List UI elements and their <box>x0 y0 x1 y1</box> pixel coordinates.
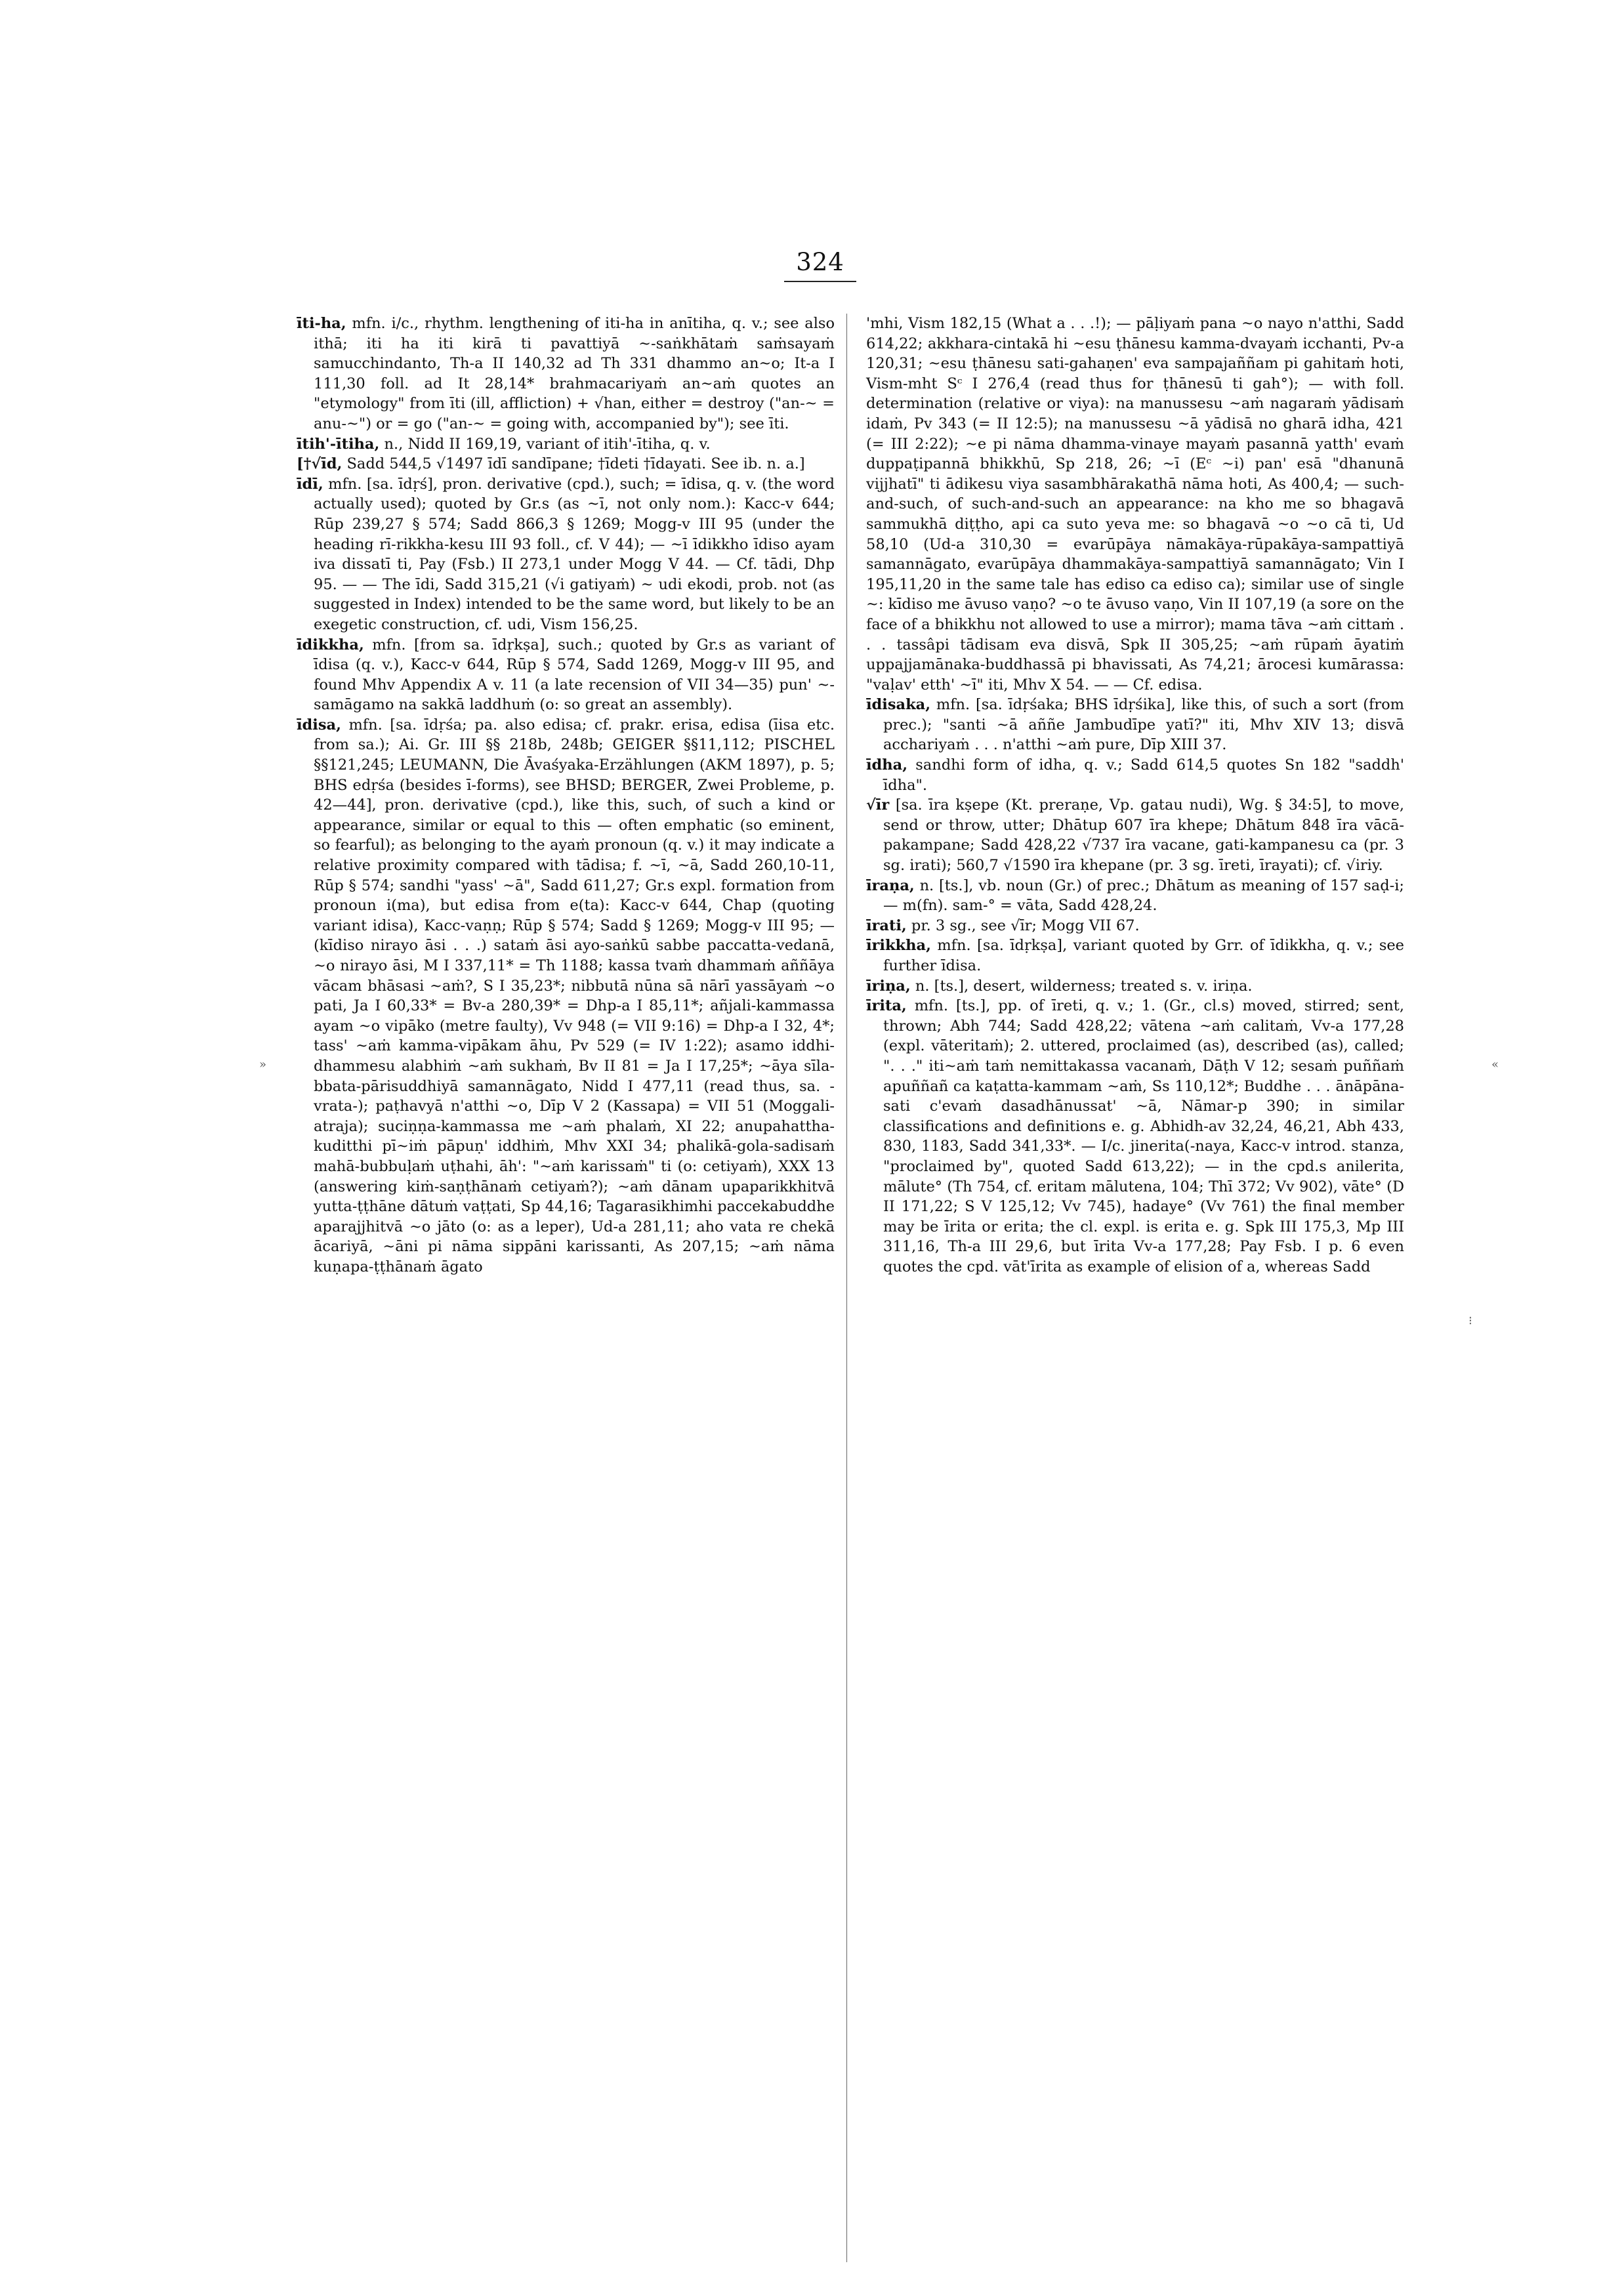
dictionary-entry <box>866 976 1404 997</box>
dictionary-entry <box>297 474 835 635</box>
page-number: 324 <box>796 248 844 276</box>
header-rule <box>784 281 856 282</box>
entry-text: n., Nidd II 169,19, variant of itih'-ītiha, q. v. <box>384 435 711 453</box>
entry-text: mfn. [sa. īdṛśaka; BHS īdṛśika], like this, of such a sort (from prec.); "santi ~ā aññe Jambudīpe yatī?" iti, Mhv XIV 13; disvā acchariyaṁ . . . n'atthi ~aṁ pure, Dīp XIII 37. <box>883 696 1405 754</box>
dictionary-entry <box>866 936 1404 976</box>
entry-headword: īdī, <box>297 475 323 493</box>
column-divider <box>846 314 847 2262</box>
entry-text: n. [ts.], vb. noun (Gr.) of prec.; Dhātum as meaning of 157 saḍ-i; — m(fn). sam-° = vāta, Sadd 428,24. <box>883 877 1404 915</box>
dictionary-entry <box>866 695 1404 755</box>
entry-text: mfn. [ts.], pp. of īreti, q. v.; 1. (Gr., cl.s) moved, stirred; sent, thrown; Abh 744; Sadd 428,22; vātena ~aṁ calitaṁ, Vv-a 177,28 (expl. vāteritaṁ); 2. uttered, proclaimed (as), described (as), called; ". . ." iti~aṁ taṁ nemittakassa vacanaṁ, Dāṭh V 12; sesaṁ puññaṁ apuññañ ca kaṭatta-kammam ~aṁ, Ss 110,12*; Buddhe . . . ānāpāna-sati c'evaṁ dasadhānussat' ~ā, Nāmar-p 390; in similar classifications and definitions e. g. Abhidh-av 32,24, 46,21, Abh 433, 830, 1183, Sadd 341,33*. — I/c. jinerita(-naya, Kacc-v introd. stanza, "proclaimed by", quoted Sadd 613,22); — in the cpd.s anilerita, mālute° (Th 754, cf. eritam mālutena, 104; Thī 372; Vv 902), vāte° (D II 171,22; S V 125,12; Vv 745), hadaye° (Vv 761) the final member may be īrita or erita; the cl. expl. is erita e. g. Spk III 175,3, Mp III 311,16, Th-a III 29,6, but īrita Vv-a 177,28; Pay Fsb. I p. 6 even quotes the cpd. vāt'īrita as example of elision of a, whereas Sadd <box>883 997 1404 1275</box>
entry-headword: īdisa, <box>297 716 341 734</box>
entry-headword: [†√īd, <box>297 455 343 473</box>
entry-text: n. [ts.], desert, wilderness; treated s. v. iriṇa. <box>915 977 1253 995</box>
entry-headword: √īr <box>866 796 890 814</box>
entry-text: mfn. [sa. īdṛśa; pa. also edisa; cf. prakr. erisa, edisa (īisa etc. from sa.); Ai. Gr. III §§ 218b, 248b; GEIGER §§11,112; PISCHEL §§121,245; LEUMANN, Die Āvaśyaka-Erzählungen (AKM 1897), p. 5; BHS edṛśa (besides ī-forms), see BHSD; BERGER, Zwei Probleme, p. 42—44], pron. derivative (cpd.), like this, such, of such a kind or appearance, similar or equal to this — often emphatic (so eminent, so fearful); as belonging to the ayaṁ pronoun (q. v.) it may indicate a relative proximity compared with tādisa; f. ~ī, ~ā, Sadd 260,10-11, Rūp § 574; sandhi "yass' ~ā", Sadd 611,27; Gr.s expl. formation from pronoun i(ma), but edisa from e(ta): Kacc-v 644, Chap (quoting variant idisa), Kacc-vaṇṇ; Rūp § 574; Sadd § 1269; Mogg-v III 95; — (kīdiso nirayo āsi . . .) sataṁ āsi ayo-saṅkū sabbe paccatta-vedanā, ~o nirayo āsi, M I 337,11* = Th 1188; kassa tvaṁ dhammaṁ aññāya vācam bhāsasi ~aṁ?, S I 35,23*; nibbutā nūna sā nārī yassāyaṁ ~o pati, Ja I 60,33* = Bv-a 280,39* = Dhp-a I 85,11*; añjali-kammassa ayam ~o vipāko (metre faulty), Vv 948 (= VII 9:16) = Dhp-a I 32, 4*; tass' ~aṁ kamma-vipākam āhu, Pv 529 (= IV 1:22); asamo iddhi-dhammesu alabhiṁ ~aṁ sukhaṁ, Bv II 81 = Ja I 17,25*; ~āya sīla-bbata-pārisuddhiyā samannāgato, Nidd I 477,11 (read thus, sa. -vrata-); paṭhavyā n'atthi ~o, Dīp V 2 (Kassapa) = VII 51 (Moggali-atraja); suciṇṇa-kammassa me ~aṁ phalaṁ, XI 22; anupahattha-kuditthi pī~iṁ pāpuṇ' iddhiṁ, Mhv XXI 34; phalikā-gola-sadisaṁ mahā-bubbuḷaṁ uṭhahi, āh': "~aṁ karissaṁ" ti (o: cetiyaṁ), XXX 13 (answering kiṁ-saṇṭhānaṁ cetiyaṁ?); ~aṁ dānam upaparikkhitvā yutta-ṭṭhāne dātuṁ vaṭṭati, Sp 44,16; Tagarasikhimhi paccekabuddhe aparajjhitvā ~o jāto (o: as a leper), Ud-a 281,11; aho vata re chekā ācariyā, ~āni pi nāma sippāni karissanti, As 207,15; ~aṁ nāma kuṇapa-ṭṭhānaṁ āgato <box>314 716 835 1275</box>
entry-text: mfn. [sa. īdṛkṣa], variant quoted by Grr. of īdikkha, q. v.; see further īdisa. <box>883 937 1404 974</box>
entry-text: mfn. [sa. īdṛś], pron. derivative (cpd.), such; = īdisa, q. v. (the word actually used); quoted by Gr.s (as ~ī, not only nom.): Kacc-v 644; Rūp 239,27 § 574; Sadd 866,3 § 1269; Mogg-v III 95 (under the heading rī-rikkha-kesu III 93 foll., cf. V 44); — ~ī īdikkho īdiso ayam iva dissatī ti, Pay (Fsb.) II 273,1 under Mogg V 44. — Cf. tādi, Dhp 95. — — The īdi, Sadd 315,21 (√i gatiyaṁ) ~ udi ekodi, prob. not (as suggested in Index) intended to be the same word, but likely to be an exegetic construction, cf. udi, Vism 156,25. <box>314 475 835 633</box>
entry-headword: īrikkha, <box>866 937 931 955</box>
entry-headword: īti-ha, <box>297 315 346 332</box>
entry-headword: īdikkha, <box>297 636 364 653</box>
entry-headword: ītih'-ītiha, <box>297 435 380 453</box>
left-column <box>297 314 835 1277</box>
entry-text: mfn. [from sa. īdṛkṣa], such.; quoted by Gr.s as variant of īdisa (q. v.), Kacc-v 644, Rūp § 574, Sadd 1269, Mogg-v III 95, and found Mhv Appendix A v. 11 (a late recension of VII 34—35) pun' ~-samāgamo na sakkā laddhuṁ (o: so great an assembly). <box>314 636 835 714</box>
entry-text: pr. 3 sg., see √īr; Mogg VII 67. <box>911 917 1140 934</box>
entry-headword: īdha, <box>866 756 908 774</box>
right-column <box>866 314 1404 1277</box>
entry-headword: īdisaka, <box>866 696 931 714</box>
dictionary-entry <box>297 314 835 434</box>
dictionary-entry <box>866 916 1404 936</box>
margin-mark: » <box>259 1058 267 1071</box>
dictionary-entry <box>297 454 835 474</box>
dictionary-entry <box>297 434 835 455</box>
dictionary-entry <box>866 755 1404 795</box>
entry-text: sandhi form of idha, q. v.; Sadd 614,5 quotes Sn 182 "saddh' īdha". <box>883 756 1404 794</box>
dictionary-entry <box>866 876 1404 916</box>
entry-headword: īrita, <box>866 997 907 1015</box>
entry-text: 'mhi, Vism 182,15 (What a . . .!); — pāḷiyaṁ pana ~o nayo n'atthi, Sadd 614,22; akkhara-cintakā hi ~esu ṭhānesu kamma-dvayaṁ icchanti, Pv-a 120,31; ~esu ṭhānesu sati-gahaṇen' eva sampajaññam pi gahitaṁ hoti, Vism-mht Sᶜ I 276,4 (read thus for ṭhānesū ti gah°); — with foll. determination (relative or viya): na manussesu ~aṁ nagaraṁ yādisaṁ idaṁ, Pv 343 (= II 12:5); na manussesu ~ā yādisā no gharā idha, 421 (= III 2:22); ~e pi nāma dhamma-vinaye mayaṁ pasannā yatth' evaṁ duppaṭipannā bhikkhū, Sp 218, 26; ~ī (Eᶜ ~i) pan' esā "dhanunā vijjhatī" ti ādikesu viya sasambhārakathā nāma hoti, As 400,4; — such-and-such, of such-and-such an appearance: na kho me so bhagavā sammukhā diṭṭho, api ca suto yeva me: so bhagavā ~o ~o cā ti, Ud 58,10 (Ud-a 310,30 = evarūpāya nāmakāya-rūpakāya-sampattiyā samannāgato, evarūpāya dhammakāya-sampattiyā samannāgato; Vin I 195,11,20 in the same tale has ediso ca ediso ca); similar use of single ~: kīdiso me āvuso vaṇo? ~o te āvuso vaṇo, Vin II 107,19 (a sore on the face of a bhikkhu not allowed to use a mirror); mama tāva ~aṁ cittaṁ . . . tassâpi tādisam eva disvā, Spk II 305,25; ~aṁ rūpaṁ āyatiṁ uppajjamānaka-buddhassā pi bhavissati, As 74,21; ārocesi kumārassa: "vaḷav' etth' ~ī" iti, Mhv X 54. — — Cf. edisa. <box>866 315 1404 693</box>
entry-headword: īrati, <box>866 917 907 934</box>
dictionary-entry <box>866 996 1404 1277</box>
dictionary-entry <box>297 715 835 1277</box>
entry-text: mfn. i/c., rhythm. lengthening of iti-ha in anītiha, q. v.; see also ithā; iti ha iti kirā ti pavattiyā ~-saṅkhātaṁ saṁsayaṁ samucchindanto, Th-a II 140,32 ad Th 331 dhammo an~o; It-a I 111,30 foll. ad It 28,14* brahmacariyaṁ an~aṁ quotes an "etymology" from īti (ill, affliction) + √han, either = destroy ("an-~ = anu-~") or = go ("an-~ = going with, accompanied by"); see īti. <box>314 315 835 432</box>
entry-headword: īriṇa, <box>866 977 911 995</box>
margin-mark: ⁝ <box>1468 1314 1472 1328</box>
entry-text: Sadd 544,5 √1497 īdī sandīpane; †īdeti †īdayati. See ib. n. a.] <box>346 455 805 473</box>
dictionary-entry <box>866 795 1404 875</box>
entry-text: [sa. īra kṣepe (Kt. preraṇe, Vp. gatau nudi), Wg. § 34:5], to move, send or throw, utter; Dhātup 607 īra khepe; Dhātum 848 īra vācā-pakampane; Sadd 428,22 √737 īra vacane, gati-kampanesu ca (pr. 3 sg. irati); 560,7 √1590 īra khepane (pr. 3 sg. īreti, īrayati); cf. √iriy. <box>883 796 1405 875</box>
margin-mark: « <box>1491 1058 1499 1071</box>
entry-headword: īraṇa, <box>866 877 915 894</box>
dictionary-entry-continuation <box>866 314 1404 695</box>
dictionary-entry <box>297 635 835 715</box>
